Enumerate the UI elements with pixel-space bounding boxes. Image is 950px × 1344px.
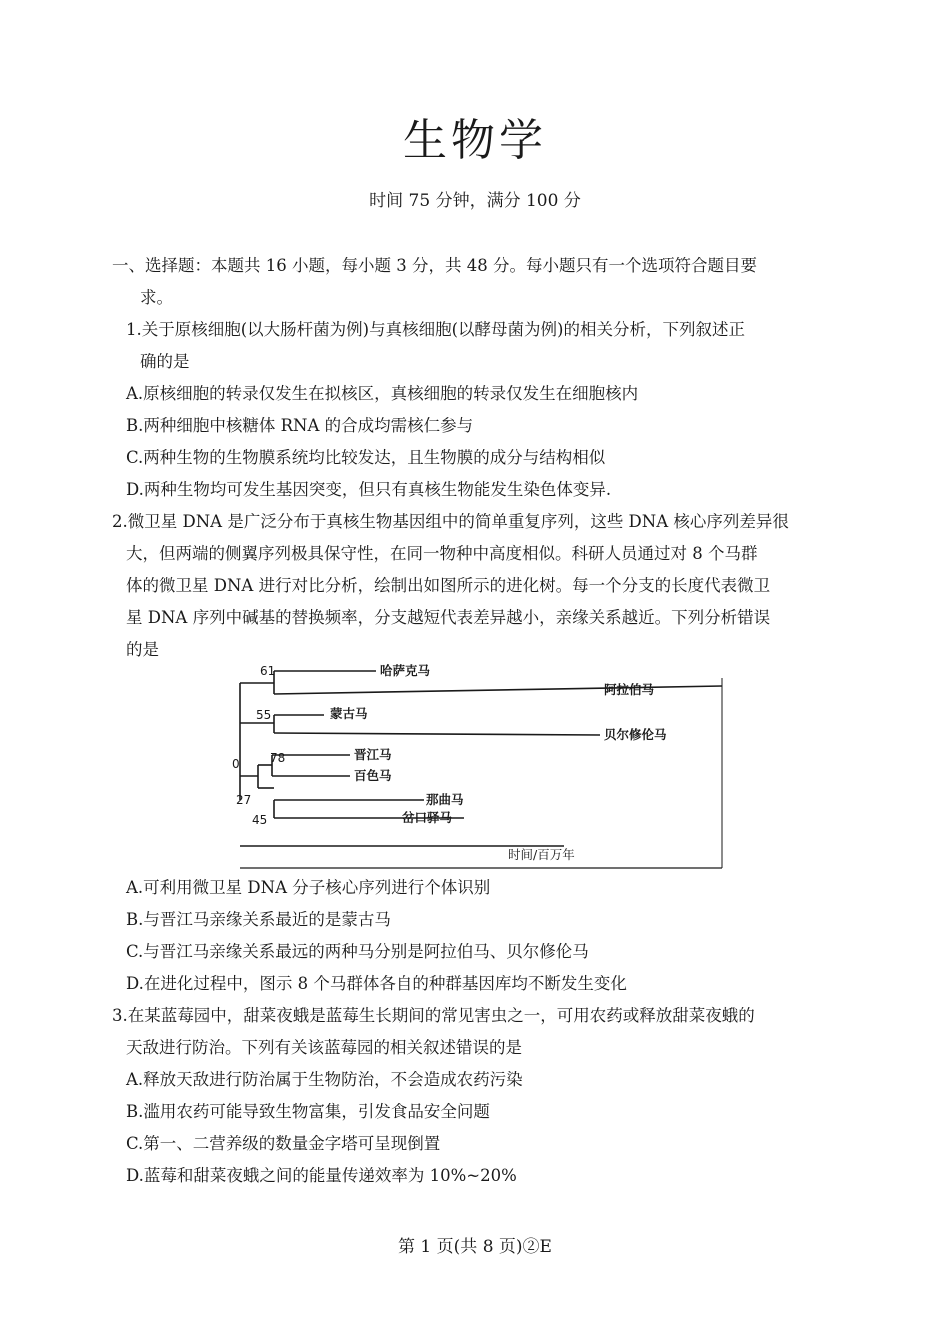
q2-stem-line-3: 体的微卫星 DNA 进行对比分析，绘制出如图所示的进化树。每一个分支的长度代表微卫 xyxy=(126,576,771,595)
q2-option-d: D.在进化过程中，图示 8 个马群体各自的种群基因库均不断发生变化 xyxy=(126,974,627,993)
leaf-label: 百色马 xyxy=(354,768,392,783)
q3-option-b: B.滥用农药可能导致生物富集，引发食品安全问题 xyxy=(126,1102,490,1121)
node-label-27: 27 xyxy=(236,793,252,807)
node-label-55: 55 xyxy=(256,708,272,722)
page-title: 生物学 xyxy=(403,115,547,166)
page-footer: 第 1 页(共 8 页)②E xyxy=(398,1237,552,1257)
q3-option-d: D.蓝莓和甜菜夜蛾之间的能量传递效率为 10%~20% xyxy=(126,1166,517,1185)
leaf-label: 阿拉伯马 xyxy=(604,682,655,697)
node-label-61: 61 xyxy=(260,664,276,678)
q2-stem-line-4: 星 DNA 序列中碱基的替换频率，分支越短代表差异越小，亲缘关系越近。下列分析错误 xyxy=(126,608,771,627)
section-heading-cont: 求。 xyxy=(140,288,173,307)
leaf-label: 哈萨克马 xyxy=(380,663,431,678)
leaf-label: 那曲马 xyxy=(426,792,464,807)
node-label-45: 45 xyxy=(252,813,268,827)
q3-option-a: A.释放天敌进行防治属于生物防治，不会造成农药污染 xyxy=(126,1070,523,1089)
q1-option-b: B.两种细胞中核糖体 RNA 的合成均需核仁参与 xyxy=(126,416,474,435)
q2-stem-line-1: 2.微卫星 DNA 是广泛分布于真核生物基因组中的简单重复序列，这些 DNA 核心序列差异很 xyxy=(112,512,789,531)
q1-option-d: D.两种生物均可发生基因突变，但只有真核生物能发生染色体变异. xyxy=(126,480,612,499)
leaf-label: 岔口驿马 xyxy=(402,810,453,825)
q1-option-c: C.两种生物的生物膜系统均比较发达，且生物膜的成分与结构相似 xyxy=(126,448,606,467)
section-heading: 一、选择题：本题共 16 小题，每小题 3 分，共 48 分。每小题只有一个选项符合题目要 xyxy=(112,256,757,275)
node-label-0: 0 xyxy=(232,757,240,771)
q1-option-a: A.原核细胞的转录仅发生在拟核区，真核细胞的转录仅发生在细胞核内 xyxy=(126,384,639,403)
q2-stem-line-5: 的是 xyxy=(126,640,159,659)
q1-stem: 1.关于原核细胞(以大肠杆菌为例)与真核细胞(以酵母菌为例)的相关分析，下列叙述正 xyxy=(126,320,745,339)
leaf-label: 蒙古马 xyxy=(330,706,368,721)
q3-option-c: C.第一、二营养级的数量金字塔可呈现倒置 xyxy=(126,1134,441,1153)
exam-time-score: 时间 75 分钟，满分 100 分 xyxy=(369,191,581,211)
q3-stem: 3.在某蓝莓园中，甜菜夜蛾是蓝莓生长期间的常见害虫之一，可用农药或释放甜菜夜蛾的 xyxy=(112,1006,755,1025)
q2-option-b: B.与晋江马亲缘关系最近的是蒙古马 xyxy=(126,910,391,929)
q2-stem-line-2: 大，但两端的侧翼序列极具保守性，在同一物种中高度相似。科研人员通过对 8 个马群 xyxy=(126,544,758,563)
leaf-label: 贝尔修伦马 xyxy=(604,727,667,742)
evolutionary-tree-figure xyxy=(228,658,728,870)
node-label-78: 78 xyxy=(270,751,286,765)
q2-option-a: A.可利用微卫星 DNA 分子核心序列进行个体识别 xyxy=(126,878,491,897)
leaf-label: 晋江马 xyxy=(354,747,392,762)
q1-stem-cont: 确的是 xyxy=(140,352,190,371)
q2-option-c: C.与晋江马亲缘关系最远的两种马分别是阿拉伯马、贝尔修伦马 xyxy=(126,942,589,961)
q3-stem-cont: 天敌进行防治。下列有关该蓝莓园的相关叙述错误的是 xyxy=(126,1038,522,1057)
time-axis-label: 时间/百万年 xyxy=(508,847,575,862)
